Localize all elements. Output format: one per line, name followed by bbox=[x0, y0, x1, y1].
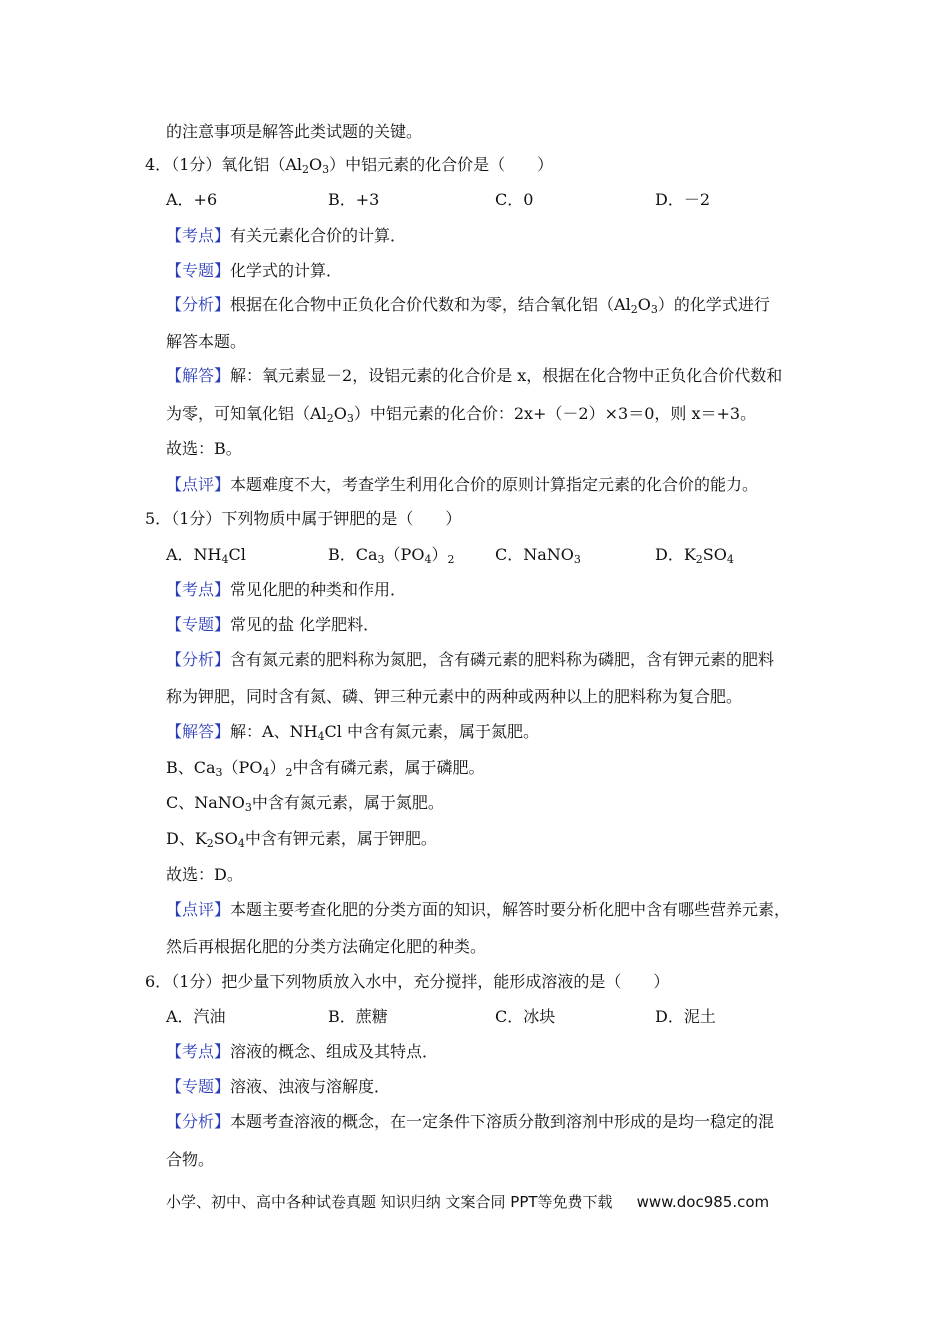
q4-jieda-line2: 为零，可知氧化铝$(Al_2O_3)$中铝元素的化合价：2x+（－2）×3＝0，则 x＝+3。 bbox=[166, 404, 757, 425]
kaodian-tag: 【考点】 bbox=[166, 580, 231, 599]
q6-option-b: B．蔗糖 bbox=[328, 1007, 388, 1026]
q6-fenxi-line1: 【分析】本题考查溶液的概念，在一定条件下溶质分散到溶剂中形成的是均一稳定的混 bbox=[166, 1112, 775, 1131]
q5-jieda-b: B、$Ca_3(PO_4)_2$中含有磷元素，属于磷肥。 bbox=[166, 758, 485, 779]
dianping-tag: 【点评】 bbox=[166, 475, 231, 494]
q6-zhuanti: 【专题】溶液、浊液与溶解度． bbox=[166, 1077, 391, 1096]
q5-guxuan: 故选：D。 bbox=[166, 865, 243, 884]
intro-tail-text: 的注意事项是解答此类试题的关键。 bbox=[166, 122, 423, 141]
q6-fenxi-line2: 合物。 bbox=[166, 1150, 215, 1169]
question-6-stem: 6．（1分）把少量下列物质放入水中，充分搅拌，能形成溶液的是（ ） bbox=[145, 972, 670, 991]
q4-dianping: 【点评】本题难度不大，考查学生利用化合价的原则计算指定元素的化合价的能力。 bbox=[166, 475, 759, 494]
dianping-tag: 【点评】 bbox=[166, 900, 231, 919]
q4-fenxi-line2: 解答本题。 bbox=[166, 332, 247, 351]
q5-option-c: C．NaNO$_3$ bbox=[495, 545, 581, 566]
q6-kaodian: 【考点】溶液的概念、组成及其特点． bbox=[166, 1042, 439, 1061]
q5-dianping-line1: 【点评】本题主要考查化肥的分类方面的知识，解答时要分析化肥中含有哪些营养元素， bbox=[166, 900, 791, 919]
q5-option-b: B．$Ca_3(PO_4)_2$ bbox=[328, 545, 455, 566]
q4-option-b: B．+3 bbox=[328, 190, 380, 209]
fenxi-tag: 【分析】 bbox=[166, 1112, 231, 1131]
question-5-stem: 5．（1分）下列物质中属于钾肥的是（ ） bbox=[145, 509, 462, 528]
q4-option-d: D．－2 bbox=[655, 190, 711, 209]
q6-option-a: A．汽油 bbox=[166, 1007, 226, 1026]
q5-fenxi-line1: 【分析】含有氮元素的肥料称为氮肥，含有磷元素的肥料称为磷肥，含有钾元素的肥料 bbox=[166, 650, 775, 669]
fenxi-tag: 【分析】 bbox=[166, 295, 231, 314]
q5-fenxi-line2: 称为钾肥，同时含有氮、磷、钾三种元素中的两种或两种以上的肥料称为复合肥。 bbox=[166, 687, 743, 706]
question-number: 6． bbox=[145, 972, 172, 991]
footer bbox=[166, 1192, 769, 1212]
q4-option-a: A．+6 bbox=[166, 190, 218, 209]
q4-guxuan: 故选：B。 bbox=[166, 439, 242, 458]
q6-option-c: C．冰块 bbox=[495, 1007, 556, 1026]
footer-text: 小学、初中、高中各种试卷真题 知识归纳 文案合同 PPT等免费下载 bbox=[166, 1193, 613, 1211]
q4-option-c: C．0 bbox=[495, 190, 534, 209]
q4-jieda-line1: 【解答】解：氧元素显－2，设铝元素的化合价是 x，根据在化合物中正负化合价代数和 bbox=[166, 366, 783, 385]
q5-jieda-c: C、NaNO$_3$中含有氮元素，属于氮肥。 bbox=[166, 793, 444, 814]
kaodian-tag: 【考点】 bbox=[166, 1042, 231, 1061]
q4-kaodian: 【考点】有关元素化合价的计算． bbox=[166, 226, 407, 245]
q5-option-d: D．$K_2SO_4$ bbox=[655, 545, 734, 566]
question-4-stem: 4．（1分）氧化铝$(Al_2O_3)$中铝元素的化合价是（ ） bbox=[145, 155, 554, 176]
question-number: 4． bbox=[145, 155, 172, 174]
q5-dianping-line2: 然后再根据化肥的分类方法确定化肥的种类。 bbox=[166, 937, 487, 956]
fenxi-tag: 【分析】 bbox=[166, 650, 231, 669]
zhuanti-tag: 【专题】 bbox=[166, 261, 231, 280]
q5-zhuanti: 【专题】常见的盐 化学肥料． bbox=[166, 615, 380, 634]
q5-option-a: A．$NH_4Cl$ bbox=[166, 545, 246, 566]
q5-jieda-d: D、$K_2SO_4$中含有钾元素，属于钾肥。 bbox=[166, 829, 437, 850]
q6-option-d: D．泥土 bbox=[655, 1007, 716, 1026]
q4-zhuanti: 【专题】化学式的计算． bbox=[166, 261, 343, 280]
jieda-tag: 【解答】 bbox=[166, 366, 231, 385]
footer-url[interactable]: www.doc985.com bbox=[636, 1193, 770, 1211]
kaodian-tag: 【考点】 bbox=[166, 226, 231, 245]
q4-fenxi-line1: 【分析】根据在化合物中正负化合价代数和为零，结合氧化铝$(Al_2O_3)$的化学式进行 bbox=[166, 295, 770, 316]
question-number: 5． bbox=[145, 509, 172, 528]
zhuanti-tag: 【专题】 bbox=[166, 1077, 231, 1096]
zhuanti-tag: 【专题】 bbox=[166, 615, 231, 634]
q5-jieda-a: 【解答】解：A、$NH_4Cl$ 中含有氮元素，属于氮肥。 bbox=[166, 722, 539, 743]
jieda-tag: 【解答】 bbox=[166, 722, 231, 741]
q5-kaodian: 【考点】常见化肥的种类和作用． bbox=[166, 580, 407, 599]
